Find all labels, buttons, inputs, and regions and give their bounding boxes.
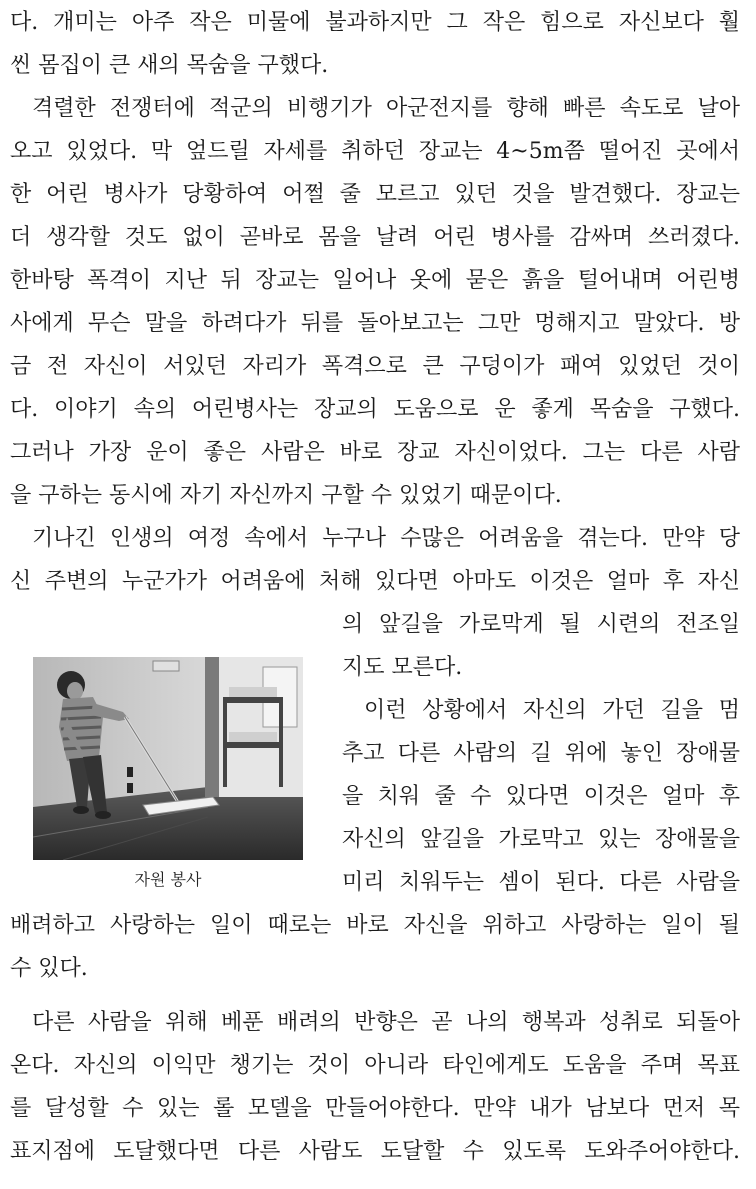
text-line-14: 신 주변의 누군가가 어려움에 처해 있다면 아마도 이것은 얼마 후 자신 <box>10 569 740 594</box>
text-line-11: 그러나 가장 운이 좋은 사람은 바로 장교 자신이었다. 그는 다른 사람 <box>10 440 740 465</box>
text-line-20: 자신의 앞길을 가로막고 있는 장애물을 <box>342 827 740 852</box>
text-line-25: 온다. 자신의 이익만 챙기는 것이 아니라 타인에게도 도움을 주며 목표 <box>10 1053 740 1078</box>
text-line-12: 을 구하는 동시에 자기 자신까지 구할 수 있었기 때문이다. <box>10 483 562 508</box>
text-line-8: 사에게 무슨 말을 하려다가 뒤를 돌아보고는 그만 멍해지고 말았다. 방 <box>10 311 740 336</box>
text-line-17: 이런 상황에서 자신의 가던 길을 멈 <box>364 698 740 723</box>
text-line-7: 한바탕 폭격이 지난 뒤 장교는 일어나 옷에 묻은 흙을 털어내며 어린병 <box>10 268 740 293</box>
text-line-6: 더 생각할 것도 없이 곧바로 몸을 날려 어린 병사를 감싸며 쓰러졌다. <box>10 225 740 250</box>
text-line-26: 를 달성할 수 있는 롤 모델을 만들어야한다. 만약 내가 남보다 먼저 목 <box>10 1096 740 1121</box>
text-line-15: 의 앞길을 가로막게 될 시련의 전조일 <box>342 612 740 637</box>
text-line-2: 씬 몸집이 큰 새의 목숨을 구했다. <box>10 53 329 78</box>
text-line-10: 다. 이야기 속의 어린병사는 장교의 도움으로 운 좋게 목숨을 구했다. <box>10 397 740 422</box>
text-line-5: 한 어린 병사가 당황하여 어쩔 줄 모르고 있던 것을 발견했다. 장교는 <box>10 182 740 207</box>
text-line-16: 지도 모른다. <box>342 655 463 680</box>
text-line-19: 을 치워 줄 수 있다면 이것은 얼마 후 <box>342 784 740 809</box>
text-line-18: 추고 다른 사람의 길 위에 놓인 장애물 <box>342 741 740 766</box>
text-line-27: 표지점에 도달했다면 다른 사람도 도달할 수 있도록 도와주어야한다. <box>10 1139 740 1164</box>
figure-caption: 자원 봉사 <box>134 870 202 889</box>
text-line-1: 다. 개미는 아주 작은 미물에 불과하지만 그 작은 힘으로 자신보다 훨 <box>10 10 740 35</box>
text-line-23: 수 있다. <box>10 956 88 981</box>
text-line-4: 오고 있었다. 막 엎드릴 자세를 취하던 장교는 4~5m쯤 떨어진 곳에서 <box>10 139 740 164</box>
text-line-24: 다른 사람을 위해 베푼 배려의 반향은 곧 나의 행복과 성취로 되돌아 <box>32 1010 740 1035</box>
text-line-9: 금 전 자신이 서있던 자리가 폭격으로 큰 구덩이가 패여 있었던 것이 <box>10 354 740 379</box>
text-line-3: 격렬한 전쟁터에 적군의 비행기가 아군전지를 향해 빠른 속도로 날아 <box>32 96 740 121</box>
text-line-22: 배려하고 사랑하는 일이 때로는 바로 자신을 위하고 사랑하는 일이 될 <box>10 913 740 938</box>
text-line-13: 기나긴 인생의 여정 속에서 누구나 수많은 어려움을 겪는다. 만약 당 <box>32 526 740 551</box>
text-line-21: 미리 치워두는 셈이 된다. 다른 사람을 <box>342 870 740 895</box>
volunteer-cleaning-photo-icon <box>33 657 303 860</box>
